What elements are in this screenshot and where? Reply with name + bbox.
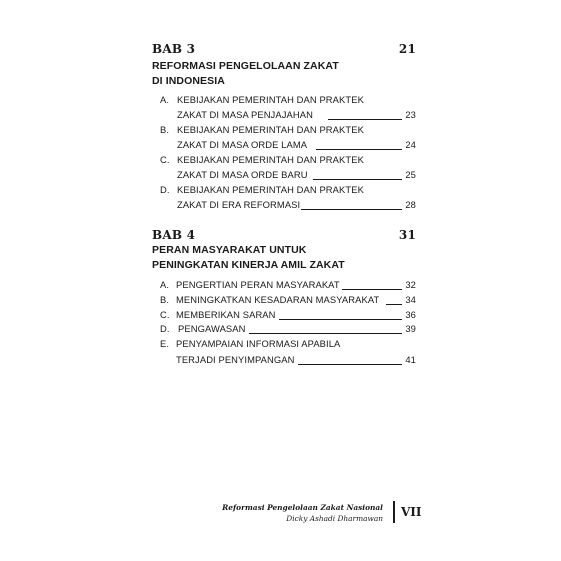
toc-entry-letter: D. [160, 323, 170, 334]
toc-entry-bab3-c[interactable] [0, 153, 561, 167]
toc-entry-text: KEBIJAKAN PEMERINTAH DAN PRAKTEK [177, 154, 364, 165]
toc-entry-text: KEBIJAKAN PEMERINTAH DAN PRAKTEK [177, 124, 364, 135]
footer-divider [393, 501, 395, 523]
toc-leader-line [342, 278, 402, 290]
chapter-title-line: REFORMASI PENGELOLAAN ZAKAT [152, 60, 339, 72]
toc-page-number: 28 [405, 199, 416, 210]
chapter-title-line: DI INDONESIA [152, 75, 225, 87]
toc-entry-bab3-a-cont[interactable] [0, 108, 561, 122]
toc-entry-text: PENGAWASAN [178, 323, 246, 334]
toc-entry-letter: C. [160, 309, 170, 320]
toc-leader-line [313, 168, 402, 180]
toc-leader-line [279, 308, 402, 320]
chapter-title-line: PERAN MASYARAKAT UNTUK [152, 244, 307, 256]
chapter-title-bab-3 [152, 59, 412, 89]
toc-entry-letter: E. [160, 338, 170, 349]
toc-entry-letter: A. [160, 279, 170, 290]
toc-leader-line [328, 108, 402, 120]
chapter-page-number: 21 [398, 42, 416, 56]
chapter-title-bab-4 [152, 243, 412, 273]
toc-page-number: 24 [405, 139, 416, 150]
toc-entry-letter: A. [160, 94, 170, 105]
footer-author: Dicky Ashadi Dharmawan [286, 514, 383, 523]
toc-entry-bab3-b[interactable] [0, 123, 561, 137]
toc-page-number: 25 [405, 169, 416, 180]
chapter-title-line: PENINGKATAN KINERJA AMIL ZAKAT [152, 259, 345, 271]
toc-entry-text: TERJADI PENYIMPANGAN [176, 354, 295, 365]
chapter-label: BAB 3 [152, 42, 196, 56]
toc-page-number: 23 [405, 109, 416, 120]
toc-entry-text: PENYAMPAIAN INFORMASI APABILA [176, 338, 341, 349]
toc-entry-bab4-a[interactable] [0, 278, 561, 292]
toc-leader-line [386, 293, 402, 305]
toc-entry-bab3-b-cont[interactable] [0, 138, 561, 152]
toc-entry-text: KEBIJAKAN PEMERINTAH DAN PRAKTEK [177, 184, 364, 195]
toc-leader-line [301, 198, 402, 210]
toc-entry-bab4-e[interactable] [0, 337, 561, 351]
toc-entry-text: ZAKAT DI MASA ORDE LAMA [177, 139, 308, 150]
toc-page-number: 41 [405, 354, 416, 365]
toc-entry-bab4-b[interactable] [0, 293, 561, 307]
chapter-label: BAB 4 [152, 228, 196, 242]
toc-entry-bab4-d[interactable] [0, 322, 561, 336]
toc-entry-bab4-e-cont[interactable] [0, 353, 561, 367]
toc-page-number: 39 [405, 323, 416, 334]
toc-entry-text: KEBIJAKAN PEMERINTAH DAN PRAKTEK [177, 94, 364, 105]
toc-page-number: 32 [405, 279, 416, 290]
toc-entry-letter: B. [160, 294, 170, 305]
toc-entry-bab3-a[interactable] [0, 93, 561, 107]
chapter-page-number: 31 [398, 228, 416, 242]
toc-entry-letter: B. [160, 124, 170, 135]
toc-leader-line [316, 138, 402, 150]
toc-leader-line [298, 353, 402, 365]
toc-entry-text: MEMBERIKAN SARAN [176, 309, 276, 320]
toc-entry-letter: C. [160, 154, 170, 165]
toc-entry-bab3-d-cont[interactable] [0, 198, 561, 212]
toc-entry-bab4-c[interactable] [0, 308, 561, 322]
footer-page-number: VII [401, 505, 422, 519]
toc-entry-text: PENGERTIAN PERAN MASYARAKAT [176, 279, 340, 290]
toc-entry-text: ZAKAT DI ERA REFORMASI [177, 199, 301, 210]
toc-entry-text: MENINGKATKAN KESADARAN MASYARAKAT [176, 294, 380, 305]
toc-entry-bab3-d[interactable] [0, 183, 561, 197]
toc-leader-line [249, 322, 402, 334]
toc-entry-bab3-c-cont[interactable] [0, 168, 561, 182]
footer-book-title: Reformasi Pengelolaan Zakat Nasional [222, 503, 383, 512]
toc-entry-text: ZAKAT DI MASA ORDE BARU [177, 169, 308, 180]
toc-page-number: 36 [405, 309, 416, 320]
toc-entry-text: ZAKAT DI MASA PENJAJAHAN [177, 109, 313, 120]
toc-page-number: 34 [405, 294, 416, 305]
toc-entry-letter: D. [160, 184, 170, 195]
